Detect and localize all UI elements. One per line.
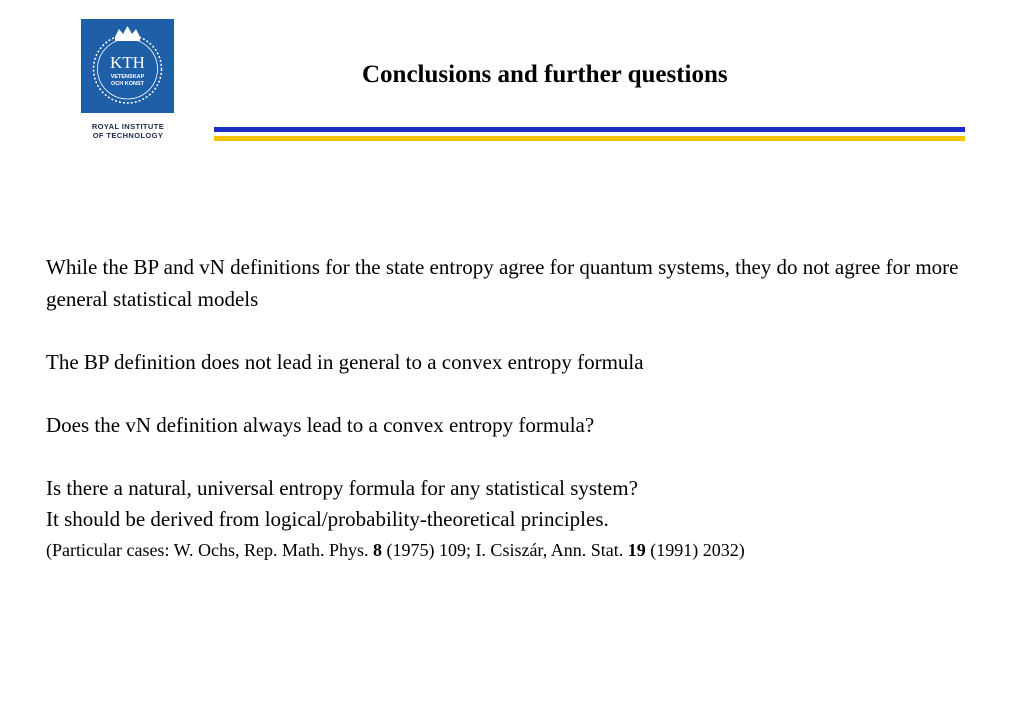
logo-text-line1: VETENSKAP <box>110 74 145 80</box>
logo-text-line2: OCH KONST <box>111 81 144 87</box>
paragraph-derivation: It should be derived from logical/probability-theoretical principles. <box>46 507 609 531</box>
reference-line <box>46 536 1001 564</box>
reference-part3: (1991) 2032) <box>645 539 745 560</box>
header-rule-yellow <box>214 136 965 141</box>
paragraph-bp-vn-agreement: While the BP and vN definitions for the state entropy agree for quantum systems, they do not agree for more general statistical models <box>46 255 959 311</box>
logo-caption-line1: ROYAL INSTITUTE <box>91 122 165 131</box>
logo-text-kth: KTH <box>110 53 145 72</box>
reference-volume2: 19 <box>627 539 646 560</box>
kth-seal-icon <box>81 19 174 113</box>
slide-title: Conclusions and further questions <box>362 61 728 88</box>
paragraph-universal-question: Is there a natural, universal entropy formula for any statistical system? <box>46 475 638 500</box>
paragraph-vn-question: Does the vN definition always lead to a convex entropy formula? <box>46 412 595 437</box>
header-rule-blue <box>214 127 965 132</box>
reference-part1: (Particular cases: W. Ochs, Rep. Math. Phys. <box>46 539 373 560</box>
reference-part2: (1975) 109; I. Csiszár, Ann. Stat. <box>381 539 628 560</box>
slide-body <box>46 252 1001 564</box>
kth-logo <box>81 19 174 113</box>
paragraph-bp-convexity: The BP definition does not lead in general to a convex entropy formula <box>46 349 644 374</box>
reference-volume1: 8 <box>372 539 382 560</box>
logo-caption-line2: OF TECHNOLOGY <box>92 131 164 140</box>
logo-caption <box>78 122 178 140</box>
